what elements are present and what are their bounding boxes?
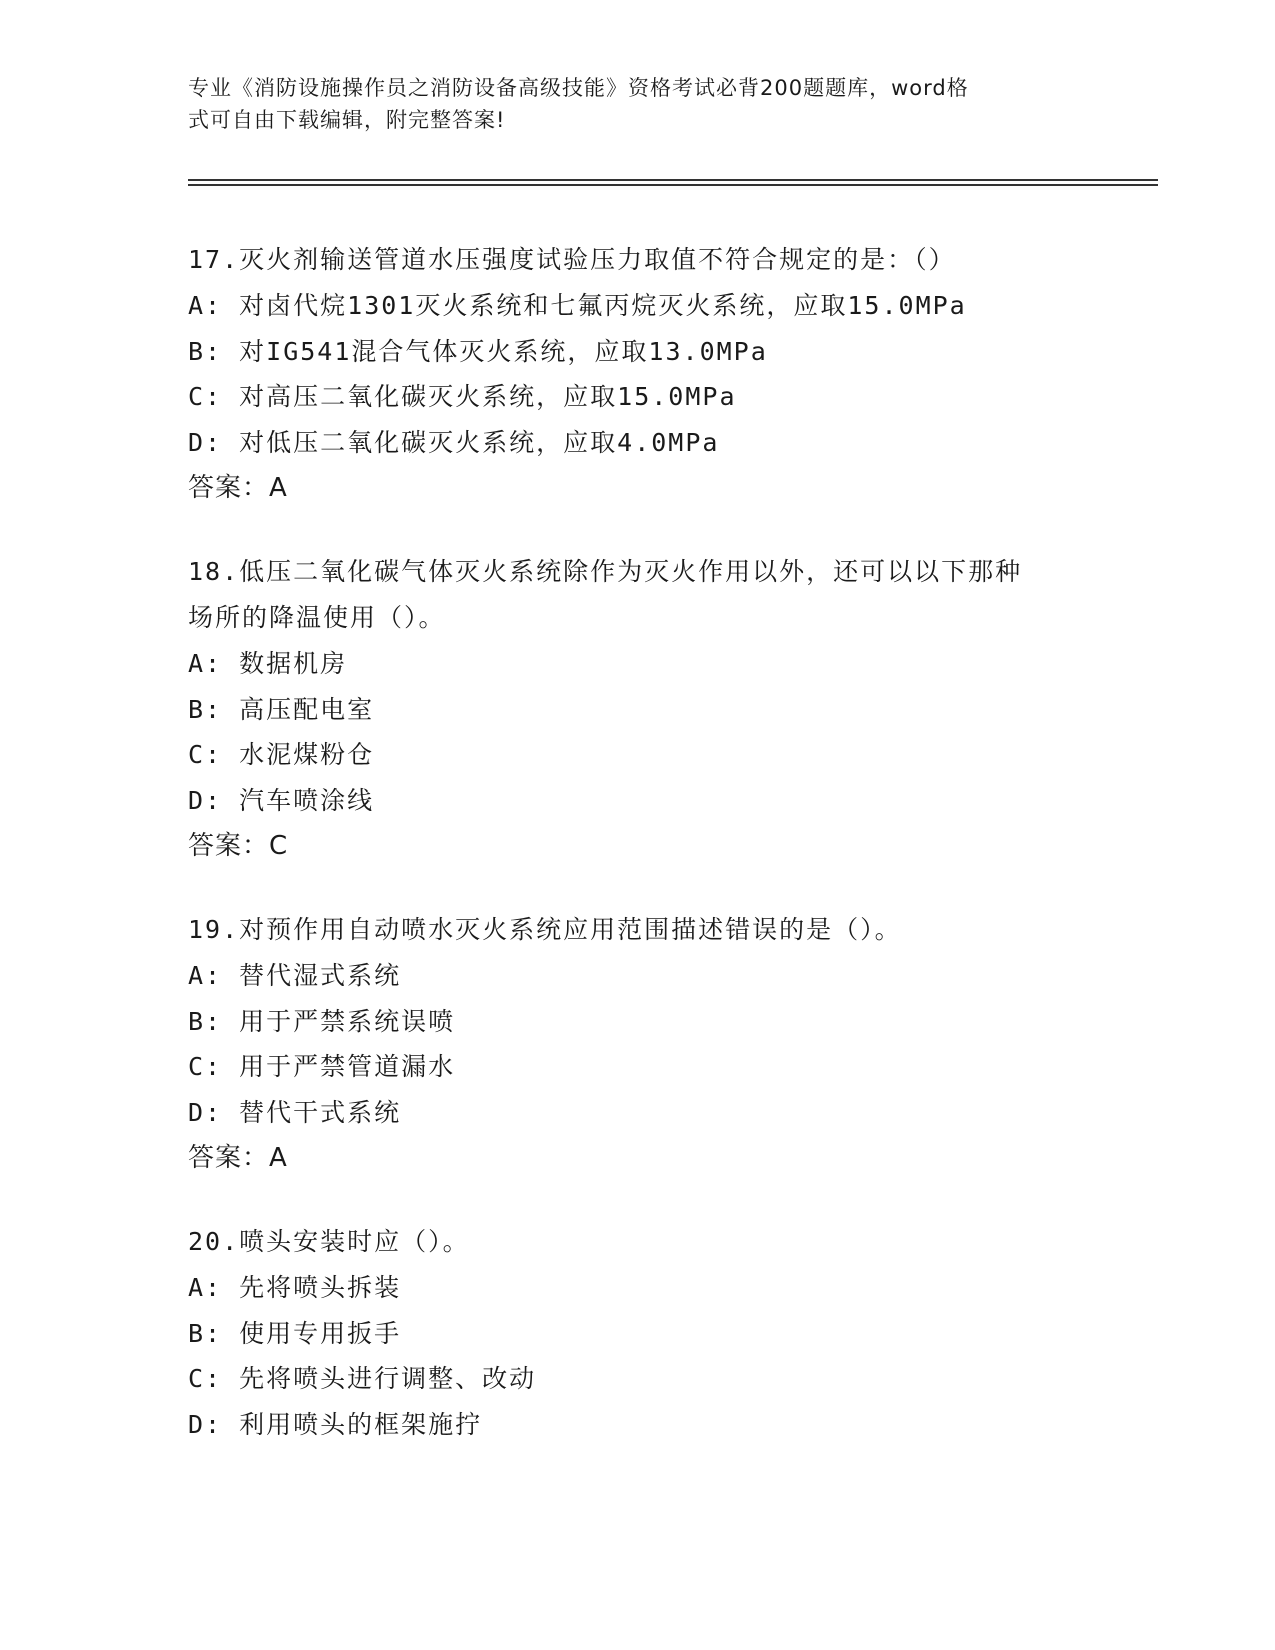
- header-divider-top: [188, 179, 1158, 181]
- header-line-2: 式可自由下载编辑，附完整答案!: [188, 108, 506, 132]
- option-d: D: 利用喷头的框架施拧: [188, 1409, 483, 1439]
- header-line-1: 专业《消防设施操作员之消防设备高级技能》资格考试必背200题题库，word格: [188, 76, 969, 100]
- question-stem: 18.低压二氧化碳气体灭火系统除作为灭火作用以外，还可以以下那种: [188, 557, 1023, 586]
- question-17: [188, 237, 1118, 511]
- question-18: [188, 549, 1118, 869]
- option-b: B: 对IG541混合气体灭火系统，应取13.0MPa: [188, 336, 768, 366]
- question-19: [188, 907, 1118, 1181]
- option-d: D: 汽车喷涂线: [188, 785, 375, 815]
- header-divider-bottom: [188, 184, 1158, 186]
- option-b: B: 使用专用扳手: [188, 1318, 402, 1348]
- question-20: [188, 1219, 1118, 1447]
- question-list: [188, 237, 1118, 1485]
- answer-line: 答案：A: [188, 1143, 288, 1173]
- option-a: A: 替代湿式系统: [188, 961, 402, 990]
- question-stem-continued: 场所的降温使用（）。: [188, 603, 446, 632]
- question-stem: 17.灭火剂输送管道水压强度试验压力取值不符合规定的是：（）: [188, 245, 956, 274]
- option-b: B: 高压配电室: [188, 694, 375, 724]
- option-c: C: 对高压二氧化碳灭火系统，应取15.0MPa: [188, 382, 737, 411]
- option-c: C: 先将喷头进行调整、改动: [188, 1364, 537, 1393]
- question-stem: 19.对预作用自动喷水灭火系统应用范围描述错误的是（）。: [188, 915, 902, 944]
- answer-line: 答案：A: [188, 473, 288, 503]
- document-header: [188, 72, 1088, 136]
- option-d: D: 对低压二氧化碳灭火系统，应取4.0MPa: [188, 427, 720, 457]
- option-a: A: 数据机房: [188, 649, 348, 678]
- option-b: B: 用于严禁系统误喷: [188, 1006, 456, 1036]
- option-c: C: 用于严禁管道漏水: [188, 1052, 456, 1081]
- question-stem: 20.喷头安装时应（）。: [188, 1227, 470, 1256]
- option-c: C: 水泥煤粉仓: [188, 740, 375, 769]
- option-d: D: 替代干式系统: [188, 1097, 402, 1127]
- option-a: A: 对卤代烷1301灭火系统和七氟丙烷灭火系统，应取15.0MPa: [188, 291, 967, 320]
- option-a: A: 先将喷头拆装: [188, 1273, 402, 1302]
- answer-line: 答案：C: [188, 831, 289, 861]
